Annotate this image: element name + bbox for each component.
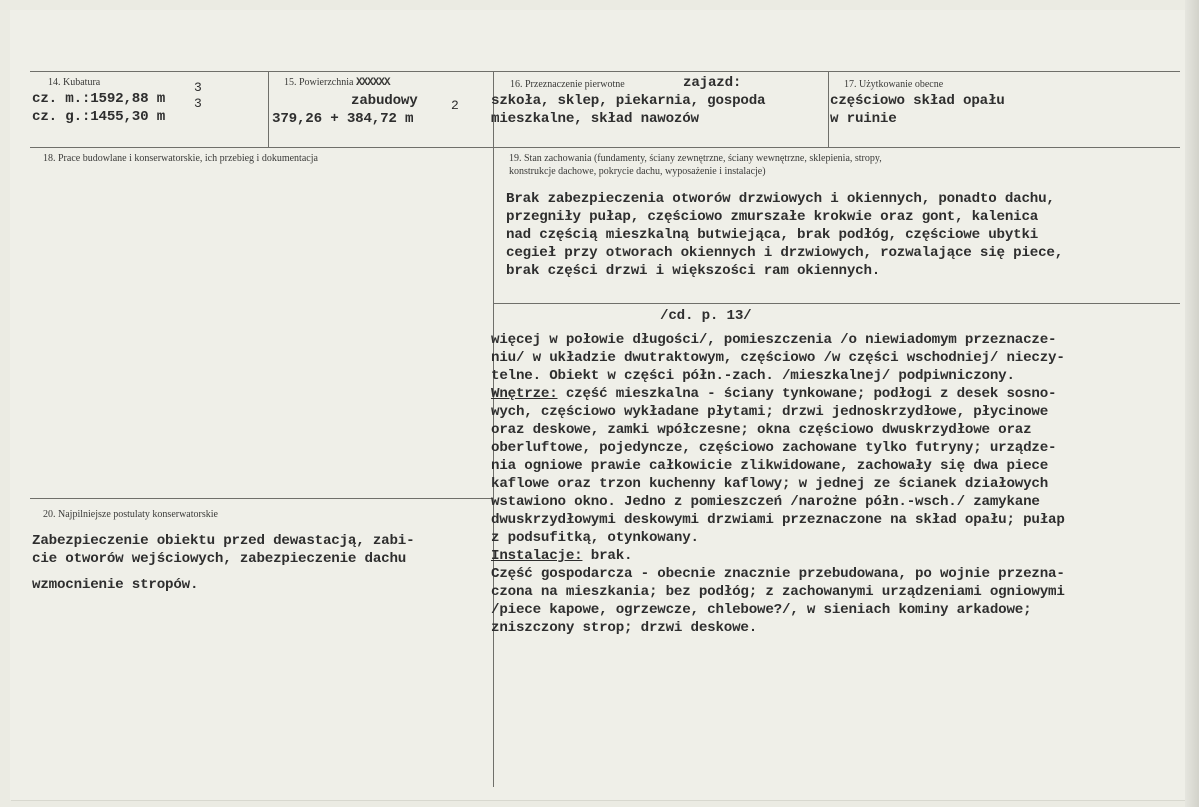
field-17-line-2: w ruinie [830,111,897,127]
field-15-line-2: 379,26 + 384,72 m [272,111,414,127]
field-18-label: 18. Prace budowlane i konserwatorskie, ich przebieg i dokumentacja [43,153,318,164]
continuation-line-12: z podsufitką, otynkowany. [491,530,699,546]
field-19-line-4: cegieł przy otworach okiennych i drzwiowych, rozwalające się piece, [506,245,1064,261]
heading-wnetrze: Wnętrze: [491,386,558,402]
field-19-line-3: nad częścią mieszkalną butwiejąca, brak podłóg, częściowe ubytki [506,227,1039,243]
continuation-line-3: telne. Obiekt w części półn.-zach. /mieszkalnej/ podpiwniczony. [491,368,1015,384]
continuation-line-4 [491,385,1056,403]
field-20-line-2: cie otworów wejściowych, zabezpieczenie dachu [32,551,407,567]
row1-rule [30,147,1180,148]
continuation-line-13-text: brak. [582,548,633,564]
field-15-label [284,76,390,90]
continuation-line-13 [491,547,632,565]
field-20-line-3: wzmocnienie stropów. [32,577,199,593]
field-15-line-1: zabudowy [351,93,418,109]
continuation-line-14: Część gospodarcza - obecnie znacznie przebudowana, po wojnie przezna- [491,566,1065,582]
field-15-label-text: 15. Powierzchnia [284,77,354,88]
continuation-line-9: kaflowe oraz trzon kuchenny kaflowy; w jednej ze ścianek działowych [491,476,1049,492]
field-15-crossed-text: XXXXXX [355,77,390,89]
field19-bottom-rule [493,303,1180,304]
field-20-label: 20. Najpilniejsze postulaty konserwatorskie [43,509,218,520]
field-17-label: 17. Użytkowanie obecne [844,79,944,90]
continuation-line-1: więcej w połowie długości/, pomieszczenia /o niewiadomym przeznacze- [491,332,1057,348]
continuation-line-16: /piece kapowe, ogrzewcze, chlebowe?/, w sieniach kominy arkadowe; [491,602,1032,618]
field20-top-rule [30,498,493,499]
continuation-line-15: czona na mieszkania; bez podłóg; z zachowanymi urządzeniami ogniowymi [491,584,1065,600]
continuation-line-2: niu/ w układzie dwutraktowym, częściowo /w części wschodniej/ nieczy- [491,350,1065,366]
field-14-sup-1: 3 [194,80,202,95]
field-16-inline-value: zajazd: [683,75,742,91]
continuation-line-17: zniszczony strop; drzwi deskowe. [491,620,758,636]
col-divider-15 [268,71,269,147]
continuation-line-6: oraz deskowe, zamki wpółczesne; okna częściowo dwuskrzydłowe oraz [491,422,1032,438]
continuation-line-8: nia ogniowe prawie całkowicie zlikwidowane, zachowały się dwa piece [491,458,1049,474]
field-19-line-2: przegniły pułap, częściowo zmurszałe krokwie oraz gont, kalenica [506,209,1039,225]
field-16-line-2: mieszkalne, skład nawozów [491,111,699,127]
top-rule [30,71,1180,72]
field-19-label-line-2: konstrukcje dachowe, pokrycie dachu, wyposażenie i instalacje) [509,166,766,177]
continuation-line-11: dwuskrzydłowymi deskowymi drzwiami przeznaczone na skład opału; pułap [491,512,1065,528]
continuation-line-10: wstawiono okno. Jedno z pomieszczeń /narożne półn.-wsch./ zamykane [491,494,1040,510]
scan-edge [1185,0,1199,807]
field-14-line-2: cz. g.:1455,30 m [32,109,166,125]
continuation-line-5: wych, częściowo wykładane płytami; drzwi jednoskrzydłowe, płycinowe [491,404,1049,420]
field-19-line-1: Brak zabezpieczenia otworów drzwiowych i okiennych, ponadto dachu, [506,191,1055,207]
heading-instalacje: Instalacje: [491,548,583,564]
continuation-line-7: oberluftowe, pojedyncze, częściowo zachowane tylko futryny; urządze- [491,440,1057,456]
col-divider-17 [828,71,829,147]
continuation-line-4-text: część mieszkalna - ściany tynkowane; podłogi z desek sosno- [557,386,1057,402]
archive-card [10,10,1185,800]
field-15-sup: 2 [451,98,459,113]
field-14-sup-2: 3 [194,96,202,111]
field-19-label-line-1: 19. Stan zachowania (fundamenty, ściany zewnętrzne, ściany wewnętrzne, sklepienia, stropy, [509,153,882,164]
continuation-header: /cd. p. 13/ [660,308,752,324]
field-14-line-1: cz. m.:1592,88 m [32,91,166,107]
field-14-label: 14. Kubatura [48,77,101,88]
field-19-line-5: brak części drzwi i większości ram okiennych. [506,263,881,279]
field-20-line-1: Zabezpieczenie obiektu przed dewastacją, zabi- [32,533,415,549]
field-16-label: 16. Przeznaczenie pierwotne [510,79,625,90]
field-16-line-1: szkoła, sklep, piekarnia, gospoda [491,93,766,109]
field-17-line-1: częściowo skład opału [830,93,1005,109]
